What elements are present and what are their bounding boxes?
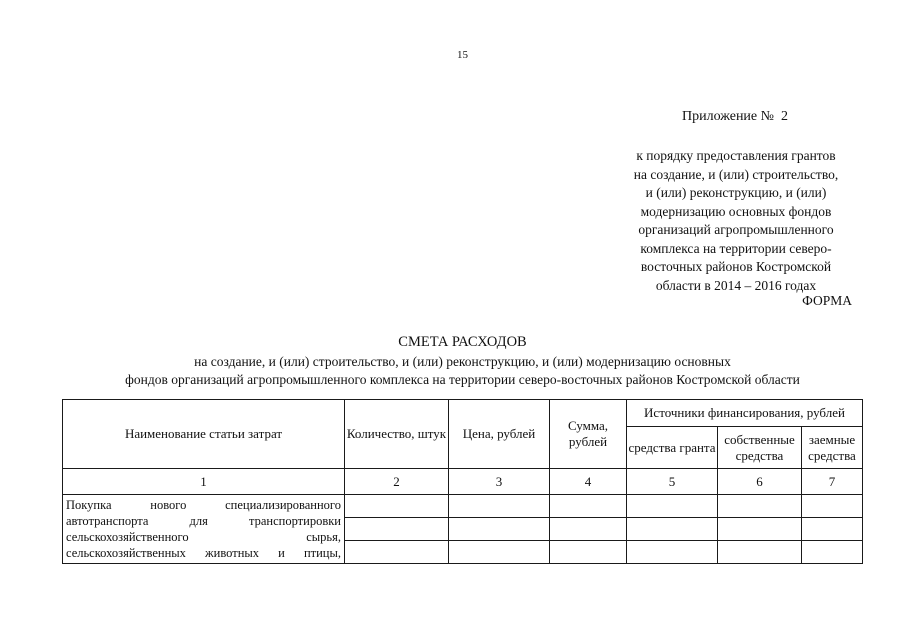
appendix-description-line: к порядку предоставления грантов	[636, 148, 836, 163]
header-price: Цена, рублей	[449, 400, 550, 469]
appendix-description-line: комплекса на территории северо-	[640, 240, 832, 256]
column-number-row	[63, 469, 863, 495]
column-number: 1	[63, 469, 345, 495]
item-name-line: сельскохозяйственных животных и птицы,	[66, 546, 341, 560]
document-title: СМЕТА РАСХОДОВ	[398, 334, 527, 350]
header-item-name: Наименование статьи затрат	[63, 400, 345, 469]
column-number: 3	[449, 469, 550, 495]
column-number: 6	[718, 469, 802, 495]
document-subtitle-line: на создание, и (или) строительство, и (или) реконструкцию, и (или) модернизацию основных	[194, 354, 731, 369]
column-number: 5	[627, 469, 718, 495]
appendix-description-line: на создание, и (или) строительство,	[633, 166, 839, 182]
own-funds-cell	[718, 541, 802, 564]
header-grant-funds: средства гранта	[627, 427, 718, 469]
column-number: 2	[345, 469, 449, 495]
quantity-cell	[345, 518, 449, 541]
appendix-description-line: восточных районов Костромской	[640, 259, 832, 274]
table-header-row	[63, 400, 863, 427]
header-borrowed-funds: заемные средства	[802, 427, 863, 469]
borrowed-funds-cell	[802, 541, 863, 564]
appendix-description-line: области в 2014 – 2016 годах	[655, 277, 817, 293]
price-cell	[449, 518, 550, 541]
own-funds-cell	[718, 518, 802, 541]
sum-cell	[550, 518, 627, 541]
borrowed-funds-cell	[802, 518, 863, 541]
column-number: 4	[550, 469, 627, 495]
estimate-table	[62, 399, 863, 564]
appendix-description-line: модернизацию основных фондов	[640, 203, 832, 219]
quantity-cell	[345, 495, 449, 518]
borrowed-funds-cell	[802, 495, 863, 518]
appendix-title: Приложение № 2	[682, 109, 788, 124]
page-number: 15	[457, 49, 468, 61]
header-own-funds: собственные средства	[718, 427, 802, 469]
header-funding-sources: Источники финансирования, рублей	[627, 400, 863, 427]
document-subtitle	[80, 353, 845, 389]
appendix-description	[604, 147, 868, 295]
appendix-description-line: организаций агропромышленного	[638, 222, 834, 237]
grant-cell	[627, 518, 718, 541]
item-name-line: сельскохозяйственного сырья,	[66, 530, 341, 544]
price-cell	[449, 495, 550, 518]
quantity-cell	[345, 541, 449, 564]
document-subtitle-line: фондов организаций агропромышленного комплекса на территории северо-восточных районов Костромской области	[125, 372, 800, 387]
sum-cell	[550, 541, 627, 564]
column-number: 7	[802, 469, 863, 495]
header-quantity: Количество, штук	[345, 400, 449, 469]
form-label: ФОРМА	[802, 293, 852, 308]
grant-cell	[627, 541, 718, 564]
sum-cell	[550, 495, 627, 518]
item-name-line: Покупка нового специализированного	[66, 498, 341, 512]
header-sum: Сумма, рублей	[550, 400, 627, 469]
table-row	[63, 495, 863, 518]
own-funds-cell	[718, 495, 802, 518]
appendix-description-line: и (или) реконструкцию, и (или)	[645, 185, 827, 200]
item-name-cell	[63, 495, 345, 564]
grant-cell	[627, 495, 718, 518]
price-cell	[449, 541, 550, 564]
item-name-line: автотранспорта для транспортировки	[66, 514, 341, 528]
